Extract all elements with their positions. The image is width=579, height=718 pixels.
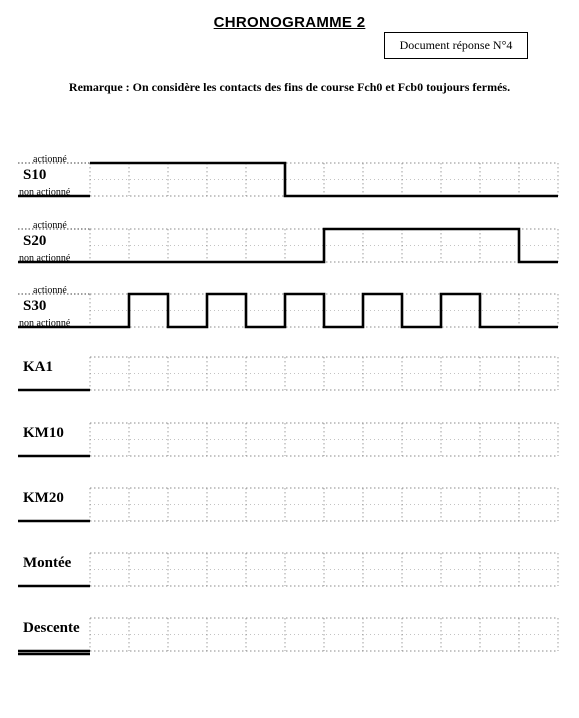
state-high-label: actionné [33,154,67,165]
state-low-label: non actionné [19,253,71,264]
signal-label-1: S20 [23,233,47,249]
remark-text: Remarque : On considère les contacts des fins de course Fch0 et Fcb0 toujours fermés. [68,80,511,94]
waveform-S30 [90,294,558,327]
signal-label-5: KM20 [23,490,64,506]
state-high-label: actionné [33,285,67,296]
state-low-label: non actionné [19,187,71,198]
document-label: Document réponse N°4 [399,38,513,52]
signal-label-7: Descente [23,620,80,636]
signal-label-6: Montée [23,555,72,571]
signal-label-3: KA1 [23,359,53,375]
page-title-text: CHRONOGRAMME 2 [213,14,366,31]
signal-label-4: KM10 [23,425,64,441]
waveform-S20 [90,229,558,262]
state-low-label: non actionné [19,318,71,329]
signal-label-2: S30 [23,298,47,314]
signal-label-0: S10 [23,167,47,183]
state-high-label: actionné [33,220,67,231]
